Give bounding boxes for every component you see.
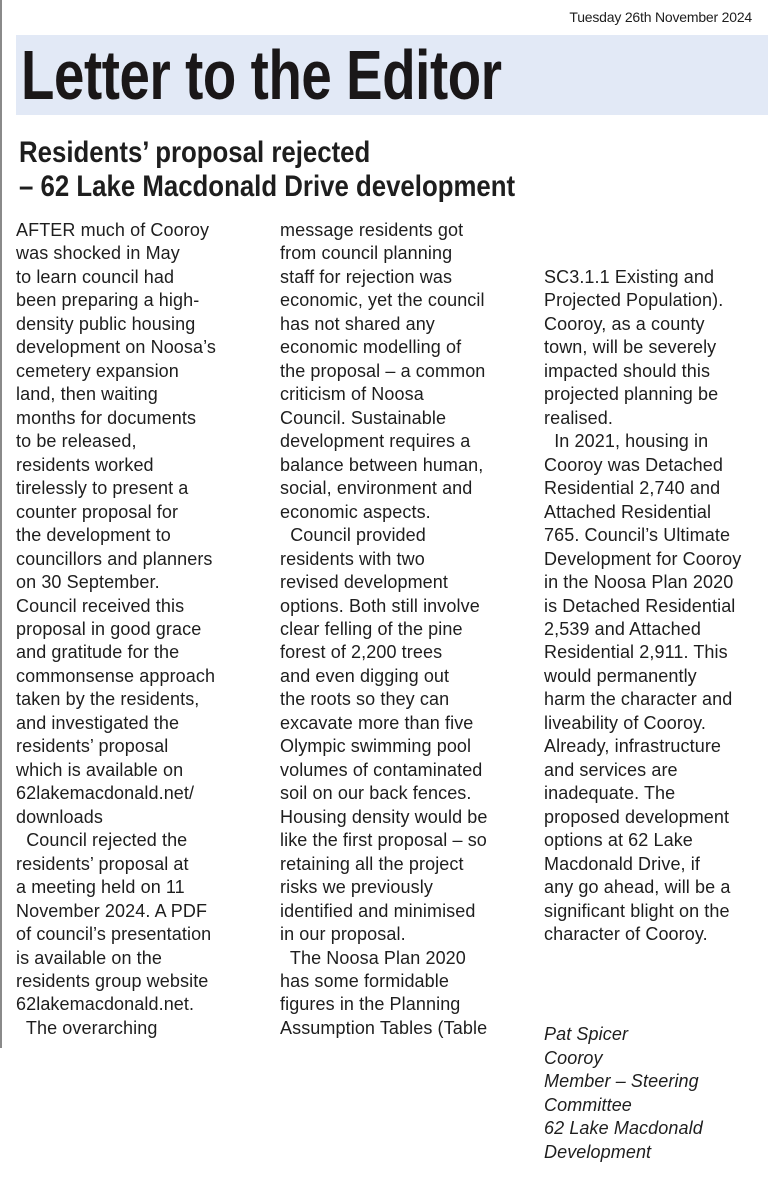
text-line: commonsense approach <box>16 665 216 686</box>
text-line: Housing density would be <box>280 806 488 827</box>
signature-block <box>544 1023 741 1164</box>
text-line: development requires a <box>280 431 471 452</box>
text-line: and even digging out <box>280 665 450 686</box>
text-line: economic, yet the council <box>280 290 485 311</box>
text-line: volumes of contaminated <box>280 759 483 780</box>
text-line: been preparing a high- <box>16 290 200 311</box>
text-line: excavate more than five <box>280 712 474 733</box>
text-line: was shocked in May <box>16 243 180 264</box>
text-line: councillors and planners <box>16 548 213 569</box>
article-column-1 <box>16 219 216 1040</box>
text-line: options at 62 Lake <box>544 830 693 851</box>
text-line: Macdonald Drive, if <box>544 853 700 874</box>
issue-date: Tuesday 26th November 2024 <box>569 9 752 25</box>
text-line: SC3.1.1 Existing and <box>544 266 715 287</box>
text-line: is available on the <box>16 947 162 968</box>
text-line: taken by the residents, <box>16 689 200 710</box>
text-line: Council rejected the <box>16 830 188 851</box>
text-line: the development to <box>16 525 171 546</box>
text-line: Council received this <box>16 595 185 616</box>
text-line: inadequate. The <box>544 783 676 804</box>
text-line: months for documents <box>16 407 197 428</box>
article-column-2 <box>280 219 488 1040</box>
text-line: forest of 2,200 trees <box>280 642 443 663</box>
text-line: November 2024. A PDF <box>16 900 208 921</box>
text-line: a meeting held on 11 <box>16 877 185 898</box>
text-line: message residents got <box>280 220 464 240</box>
text-line: figures in the Planning <box>280 994 461 1015</box>
text-line: would permanently <box>544 665 697 686</box>
text-line: 62lakemacdonald.net/ <box>16 783 195 804</box>
text-line: In 2021, housing in <box>544 431 709 452</box>
text-line: realised. <box>544 407 613 428</box>
text-line: in our proposal. <box>280 924 406 945</box>
text-line: tirelessly to present a <box>16 478 189 499</box>
text-line: residents with two <box>280 548 425 569</box>
text-line: Olympic swimming pool <box>280 736 472 757</box>
text-line: 62lakemacdonald.net. <box>16 994 195 1015</box>
text-line: like the first proposal – so <box>280 830 487 851</box>
headline-line-2: – 62 Lake Macdonald Drive development <box>19 170 516 203</box>
page-edge-rule <box>0 0 2 1048</box>
text-line: has some formidable <box>280 971 449 991</box>
text-line: clear felling of the pine <box>280 618 463 639</box>
text-line: town, will be severely <box>544 337 717 358</box>
text-line: social, environment and <box>280 478 473 499</box>
text-line: proposal in good grace <box>16 618 202 639</box>
text-line: any go ahead, will be a <box>544 877 731 898</box>
text-line: the roots so they can <box>280 689 450 710</box>
text-line: residents’ proposal <box>16 736 169 757</box>
text-line: on 30 September. <box>16 572 160 593</box>
text-line: Residential 2,911. This <box>544 642 728 663</box>
text-line: Residential 2,740 and <box>544 478 721 499</box>
text-line: proposed development <box>544 806 730 827</box>
text-line: is Detached Residential <box>544 595 736 616</box>
text-line: cemetery expansion <box>16 360 179 381</box>
text-line: in the Noosa Plan 2020 <box>544 572 734 593</box>
text-line: 2,539 and Attached <box>544 618 701 639</box>
text-line: residents’ proposal at <box>16 853 189 874</box>
text-line: development on Noosa’s <box>16 337 216 358</box>
text-line: and services are <box>544 759 678 780</box>
text-line: to be released, <box>16 431 137 452</box>
text-line: economic aspects. <box>280 501 431 522</box>
text-line: and gratitude for the <box>16 642 180 663</box>
text-line: Assumption Tables (Table <box>280 1017 488 1038</box>
headline-line-1: Residents’ proposal rejected <box>19 136 371 169</box>
text-line: AFTER much of Cooroy <box>16 220 210 240</box>
text-line: The overarching <box>16 1017 158 1038</box>
text-line: risks we previously <box>280 877 433 898</box>
text-line: residents worked <box>16 454 154 475</box>
text-line: Cooroy was Detached <box>544 454 723 475</box>
signature-line: Committee <box>544 1094 632 1115</box>
text-line: revised development <box>280 572 448 593</box>
text-line: Attached Residential <box>544 501 712 522</box>
text-line: harm the character and <box>544 689 733 710</box>
signature-line: Pat Spicer <box>544 1024 629 1045</box>
text-line: The Noosa Plan 2020 <box>280 947 466 968</box>
text-line: impacted should this <box>544 360 711 381</box>
text-line: retaining all the project <box>280 853 464 874</box>
text-line: and investigated the <box>16 712 180 733</box>
text-line: balance between human, <box>280 454 484 475</box>
text-line: identified and minimised <box>280 900 476 921</box>
text-line: from council planning <box>280 243 453 264</box>
text-line: Development for Cooroy <box>544 548 742 569</box>
signature-line: Member – Steering <box>544 1071 699 1092</box>
text-line: the proposal – a common <box>280 360 486 381</box>
text-line: which is available on <box>16 759 184 780</box>
text-line: Cooroy, as a county <box>544 313 705 334</box>
article-column-3 <box>544 219 741 1188</box>
text-line: criticism of Noosa <box>280 384 424 405</box>
text-line: character of Cooroy. <box>544 924 708 945</box>
text-line: soil on our back fences. <box>280 783 472 804</box>
text-line: projected planning be <box>544 384 719 405</box>
text-line: significant blight on the <box>544 900 730 921</box>
text-line: Projected Population). <box>544 290 724 311</box>
text-line: to learn council had <box>16 266 175 287</box>
text-line: economic modelling of <box>280 337 462 358</box>
text-line: residents group website <box>16 971 209 991</box>
text-line: options. Both still involve <box>280 595 480 616</box>
signature-line: 62 Lake Macdonald <box>544 1118 703 1139</box>
text-line: 765. Council’s Ultimate <box>544 525 731 546</box>
text-line: counter proposal for <box>16 501 179 522</box>
text-line: downloads <box>16 806 103 827</box>
text-line: has not shared any <box>280 313 435 334</box>
text-line: density public housing <box>16 313 196 334</box>
text-line: Already, infrastructure <box>544 736 722 757</box>
section-title: Letter to the Editor <box>21 36 502 114</box>
text-line: Council. Sustainable <box>280 407 447 428</box>
text-line: staff for rejection was <box>280 266 453 287</box>
text-line: liveability of Cooroy. <box>544 712 706 733</box>
signature-line: Development <box>544 1141 652 1162</box>
signature-line: Cooroy <box>544 1047 603 1068</box>
text-line: of council’s presentation <box>16 924 212 945</box>
text-line: land, then waiting <box>16 384 158 405</box>
text-line: Council provided <box>280 525 426 546</box>
